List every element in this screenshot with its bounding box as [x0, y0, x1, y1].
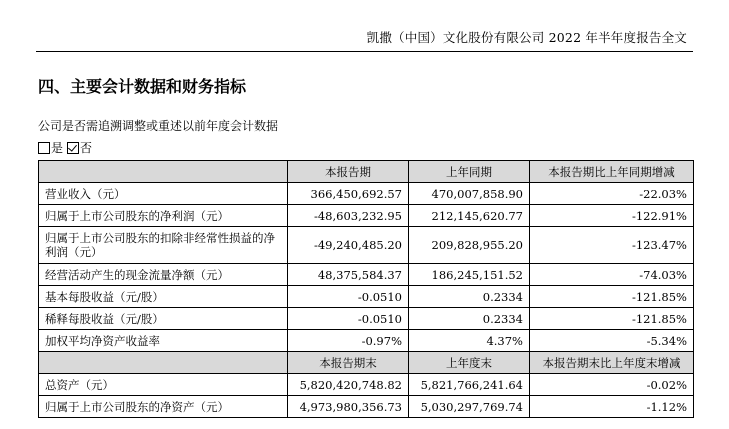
- checked-box-icon[interactable]: [67, 142, 79, 154]
- value-cell: 5,820,420,748.82: [288, 374, 409, 396]
- choice-no[interactable]: [67, 139, 92, 156]
- table-row: [39, 183, 694, 205]
- financial-indicators-table: [38, 160, 694, 418]
- value-cell: -0.0510: [288, 308, 409, 330]
- row-label: 归属于上市公司股东的扣除非经常性损益的净利润（元）: [39, 227, 288, 264]
- unchecked-box-icon[interactable]: [38, 142, 50, 154]
- value-cell: -1.12%: [530, 396, 694, 418]
- value-cell: 48,375,584.37: [288, 264, 409, 286]
- row-label: 稀释每股收益（元/股）: [39, 308, 288, 330]
- table-row: [39, 396, 694, 418]
- choice-yes[interactable]: [38, 139, 63, 156]
- value-cell: -22.03%: [530, 183, 694, 205]
- table-row: [39, 330, 694, 352]
- value-cell: -121.85%: [530, 286, 694, 308]
- value-cell: -5.34%: [530, 330, 694, 352]
- row-label: 归属于上市公司股东的净利润（元）: [39, 205, 288, 227]
- table-header-row: [39, 161, 694, 183]
- restatement-choices: [38, 139, 96, 156]
- column-header: 本报告期末比上年度末增减: [530, 352, 694, 374]
- value-cell: 5,821,766,241.64: [409, 374, 530, 396]
- row-label: 基本每股收益（元/股）: [39, 286, 288, 308]
- value-cell: -0.0510: [288, 286, 409, 308]
- table-row: [39, 205, 694, 227]
- choice-yes-label: 是: [51, 141, 64, 155]
- section-title: 四、主要会计数据和财务指标: [38, 77, 247, 96]
- table-row: [39, 308, 694, 330]
- value-cell: 4,973,980,356.73: [288, 396, 409, 418]
- value-cell: -122.91%: [530, 205, 694, 227]
- table-row: [39, 227, 694, 264]
- value-cell: 212,145,620.77: [409, 205, 530, 227]
- value-cell: 470,007,858.90: [409, 183, 530, 205]
- column-header: 上年同期: [409, 161, 530, 183]
- value-cell: -0.02%: [530, 374, 694, 396]
- value-cell: 0.2334: [409, 286, 530, 308]
- row-label: 总资产（元）: [39, 374, 288, 396]
- header-blank-cell: [39, 161, 288, 183]
- row-label: 经营活动产生的现金流量净额（元）: [39, 264, 288, 286]
- table-header-row: [39, 352, 694, 374]
- value-cell: 209,828,955.20: [409, 227, 530, 264]
- restatement-question: 公司是否需追溯调整或重述以前年度会计数据: [38, 119, 279, 133]
- header-blank-cell: [39, 352, 288, 374]
- column-header: 本报告期比上年同期增减: [530, 161, 694, 183]
- value-cell: -121.85%: [530, 308, 694, 330]
- value-cell: -49,240,485.20: [288, 227, 409, 264]
- value-cell: -0.97%: [288, 330, 409, 352]
- column-header: 上年度末: [409, 352, 530, 374]
- column-header: 本报告期: [288, 161, 409, 183]
- value-cell: -123.47%: [530, 227, 694, 264]
- value-cell: 5,030,297,769.74: [409, 396, 530, 418]
- table-row: [39, 286, 694, 308]
- value-cell: -74.03%: [530, 264, 694, 286]
- column-header: 本报告期末: [288, 352, 409, 374]
- value-cell: -48,603,232.95: [288, 205, 409, 227]
- row-label: 归属于上市公司股东的净资产（元）: [39, 396, 288, 418]
- choice-no-label: 否: [80, 141, 93, 155]
- row-label: 加权平均净资产收益率: [39, 330, 288, 352]
- value-cell: 4.37%: [409, 330, 530, 352]
- value-cell: 186,245,151.52: [409, 264, 530, 286]
- report-header-title: 凯撒（中国）文化股份有限公司 2022 年半年度报告全文: [366, 30, 687, 45]
- table-row: [39, 374, 694, 396]
- table-row: [39, 264, 694, 286]
- value-cell: 366,450,692.57: [288, 183, 409, 205]
- header-divider: [36, 51, 693, 52]
- value-cell: 0.2334: [409, 308, 530, 330]
- row-label: 营业收入（元）: [39, 183, 288, 205]
